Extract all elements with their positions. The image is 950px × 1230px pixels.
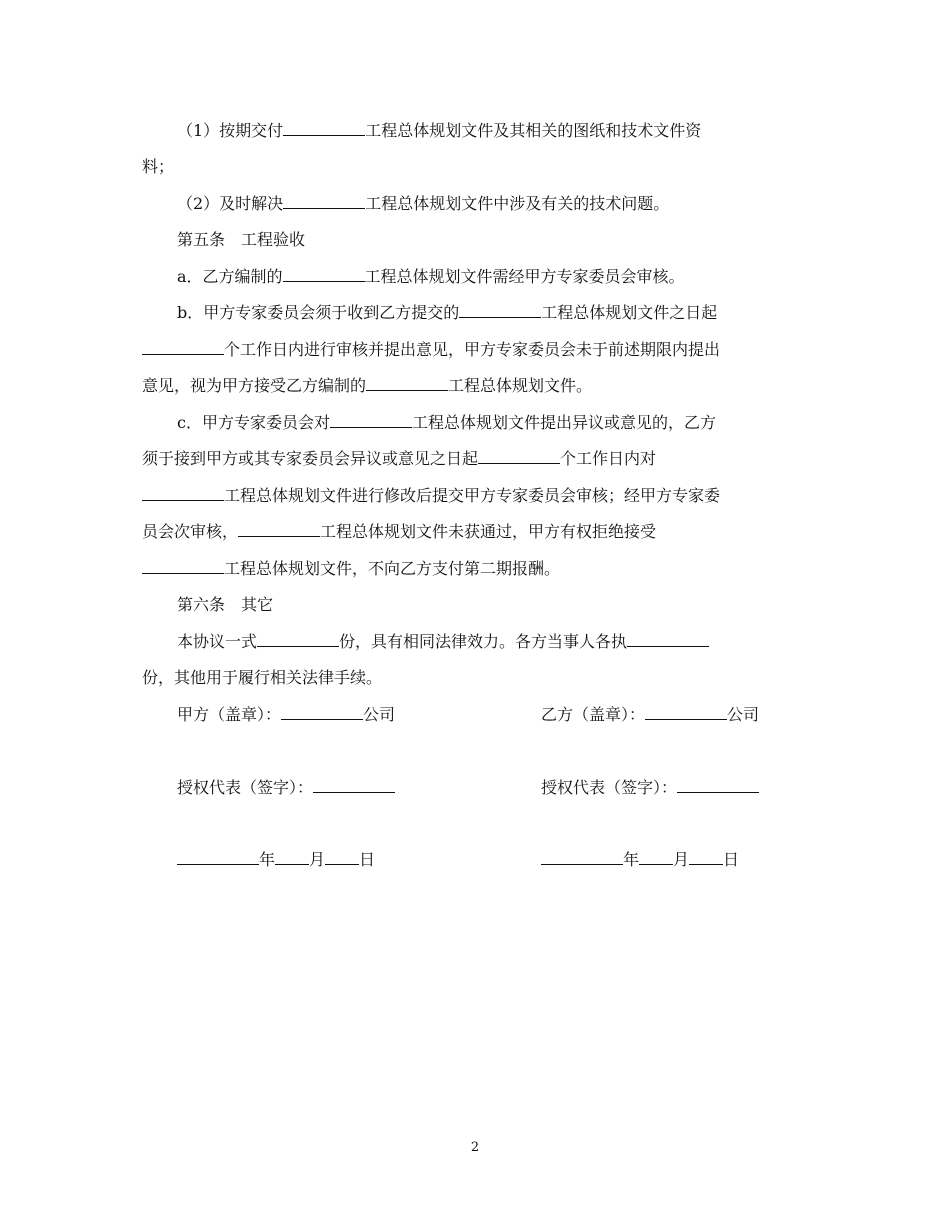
party-a-date: 年 月 日 — [177, 850, 375, 870]
party-b-date: 年 月 日 — [541, 850, 739, 870]
blank-field — [541, 850, 623, 865]
blank-field — [281, 705, 363, 720]
party-a-seal: 甲方（盖章）： 公司 — [177, 705, 396, 724]
clause-line: 个工作日内进行审核并提出意见，甲方专家委员会未于前述期限内提出 — [142, 340, 720, 360]
blank-field — [257, 632, 339, 647]
blank-field — [283, 121, 365, 136]
blank-field — [645, 705, 727, 720]
party-a-representative: 授权代表（签字）： — [177, 778, 395, 798]
clause-line: a．乙方编制的 工程总体规划文件需经甲方专家委员会审核。 — [177, 267, 685, 286]
blank-field — [478, 449, 560, 464]
blank-field — [283, 267, 365, 282]
blank-field — [313, 778, 395, 793]
section-heading: 第六条 其它 — [177, 595, 274, 614]
blank-field — [142, 559, 224, 574]
blank-field — [366, 376, 448, 391]
blank-field — [459, 303, 541, 318]
clause-line: c．甲方专家委员会对 工程总体规划文件提出异议或意见的，乙方 — [177, 413, 716, 432]
blank-field — [142, 486, 224, 501]
blank-field — [689, 850, 723, 865]
clause-line: （1）按期交付 工程总体规划文件及其相关的图纸和技术文件资 — [177, 121, 702, 140]
clause-line: 本协议一式 份，具有相同法律效力。各方当事人各执 — [177, 632, 709, 652]
party-b-representative: 授权代表（签字）： — [541, 778, 759, 798]
clause-line: 意见，视为甲方接受乙方编制的 工程总体规划文件。 — [142, 376, 593, 395]
party-b-seal: 乙方（盖章）： 公司 — [541, 705, 760, 724]
blank-field — [325, 850, 359, 865]
blank-field — [627, 632, 709, 647]
clause-line: （2）及时解决 工程总体规划文件中涉及有关的技术问题。 — [177, 194, 670, 213]
clause-line: 须于接到甲方或其专家委员会异议或意见之日起 个工作日内对 — [142, 449, 657, 468]
clause-line: 工程总体规划文件，不向乙方支付第二期报酬。 — [142, 559, 560, 579]
blank-field — [283, 194, 365, 209]
blank-field — [639, 850, 673, 865]
blank-field — [177, 850, 259, 865]
clause-line: 工程总体规划文件进行修改后提交甲方专家委员会审核；经甲方专家委 — [142, 486, 720, 506]
section-heading: 第五条 工程验收 — [177, 230, 306, 249]
clause-line: 员会次审核， 工程总体规划文件未获通过，甲方有权拒绝接受 — [142, 522, 657, 541]
clause-line: 份，其他用于履行相关法律手续。 — [142, 668, 383, 687]
blank-field — [330, 413, 412, 428]
blank-field — [238, 522, 320, 537]
page-number: 2 — [470, 1140, 480, 1155]
blank-field — [142, 340, 224, 355]
blank-field — [275, 850, 309, 865]
blank-field — [677, 778, 759, 793]
clause-line: 料； — [142, 157, 175, 176]
clause-line: b．甲方专家委员会须于收到乙方提交的 工程总体规划文件之日起 — [177, 303, 718, 322]
